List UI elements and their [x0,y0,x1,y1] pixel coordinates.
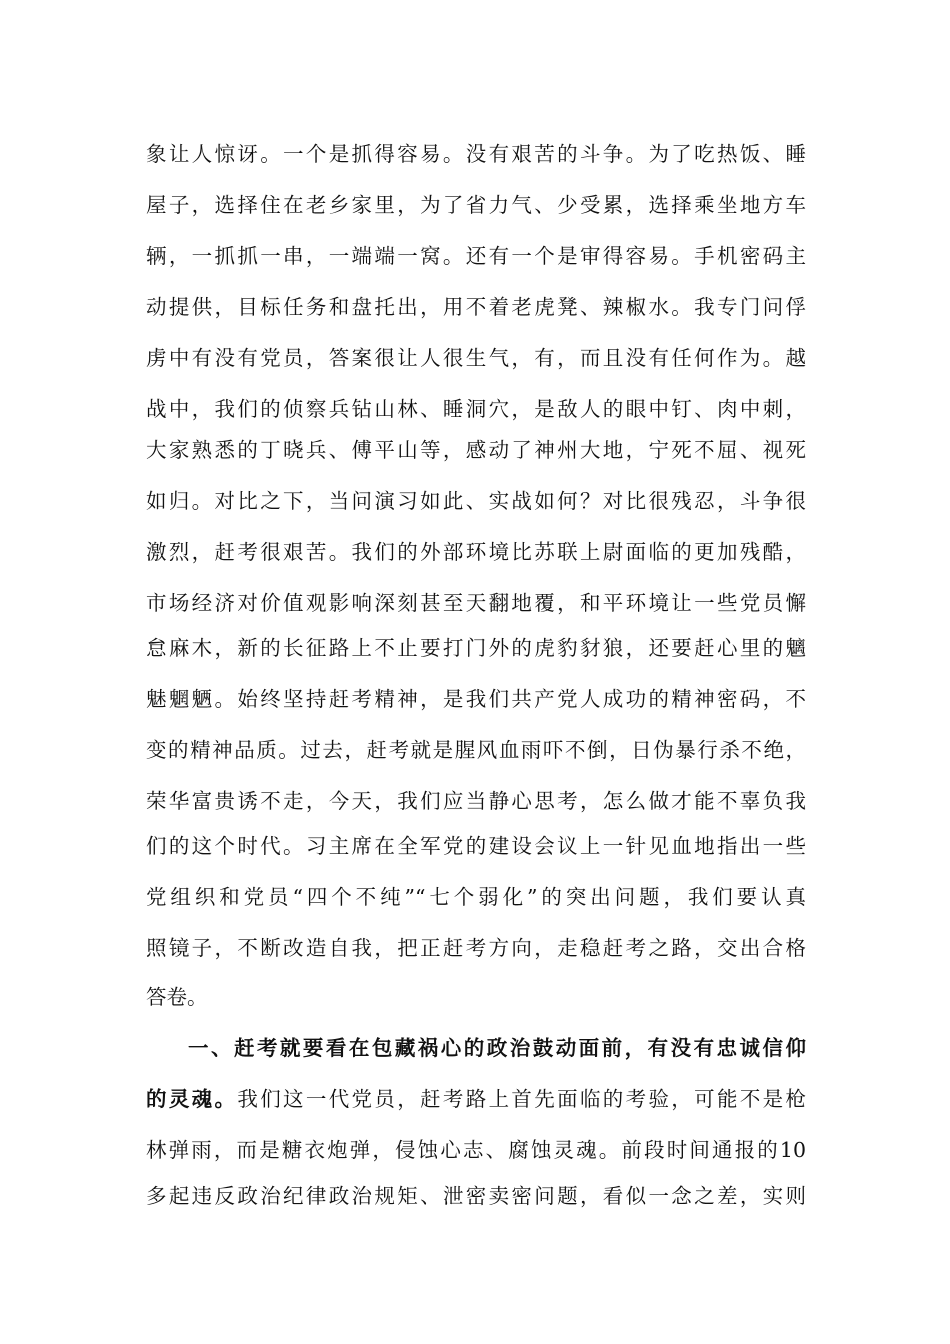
paragraph-line: 荣华富贵诱不走，今天，我们应当静心思考，怎么做才能不辜负我 [146,789,806,813]
paragraph-line: 林弹雨，而是糖衣炮弹，侵蚀心志、腐蚀灵魂。前段时间通报的10 [146,1138,806,1162]
paragraph-line: 动提供，目标任务和盘托出，用不着老虎凳、辣椒水。我专门问俘 [146,295,806,319]
paragraph-line: 屋子，选择住在老乡家里，为了省力气、少受累，选择乘坐地方车 [146,193,806,217]
paragraph-line: 辆，一抓抓一串，一端端一窝。还有一个是审得容易。手机密码主 [146,244,806,268]
paragraph-line: 答卷。 [146,985,208,1009]
paragraph-text: 我们这一代党员，赶考路上首先面临的考验，可能不是枪 [237,1087,807,1111]
paragraph-line: 如归。对比之下，当问演习如此、实战如何？对比很残忍，斗争很 [146,489,806,513]
paragraph-line: 大家熟悉的丁晓兵、傅平山等，感动了神州大地，宁死不屈、视死 [146,438,806,462]
paragraph-line [146,1083,806,1115]
section-heading-tail: 的灵魂。 [146,1087,238,1111]
paragraph-line: 变的精神品质。过去，赶考就是腥风血雨吓不倒，日伪暴行杀不绝， [146,738,806,762]
paragraph-line: 党组织和党员“四个不纯”“七个弱化”的突出问题，我们要认真 [146,885,806,909]
paragraph-line: 象让人惊讶。一个是抓得容易。没有艰苦的斗争。为了吃热饭、睡 [146,142,806,166]
paragraph-line: 激烈，赶考很艰苦。我们的外部环境比苏联上尉面临的更加残酷， [146,540,806,564]
paragraph-line: 们的这个时代。习主席在全军党的建设会议上一针见血地指出一些 [146,834,806,858]
paragraph-line: 战中，我们的侦察兵钻山林、睡洞穴，是敌人的眼中钉、肉中刺， [146,397,806,421]
paragraph-line: 多起违反政治纪律政治规矩、泄密卖密问题，看似一念之差，实则 [146,1184,806,1208]
paragraph-line: 市场经济对价值观影响深刻甚至天翻地覆，和平环境让一些党员懈 [146,591,806,615]
paragraph-line: 照镜子，不断改造自我，把正赶考方向，走稳赶考之路，交出合格 [146,936,806,960]
paragraph-line: 怠麻木，新的长征路上不止要打门外的虎豹豺狼，还要赶心里的魑 [146,636,806,660]
section-heading: 一、赶考就要看在包藏祸心的政治鼓动面前，有没有忠诚信仰 [188,1036,806,1060]
paragraph-line: 魅魍魉。始终坚持赶考精神，是我们共产党人成功的精神密码，不 [146,687,806,711]
paragraph-line: 虏中有没有党员，答案很让人很生气，有，而且没有任何作为。越 [146,346,806,370]
